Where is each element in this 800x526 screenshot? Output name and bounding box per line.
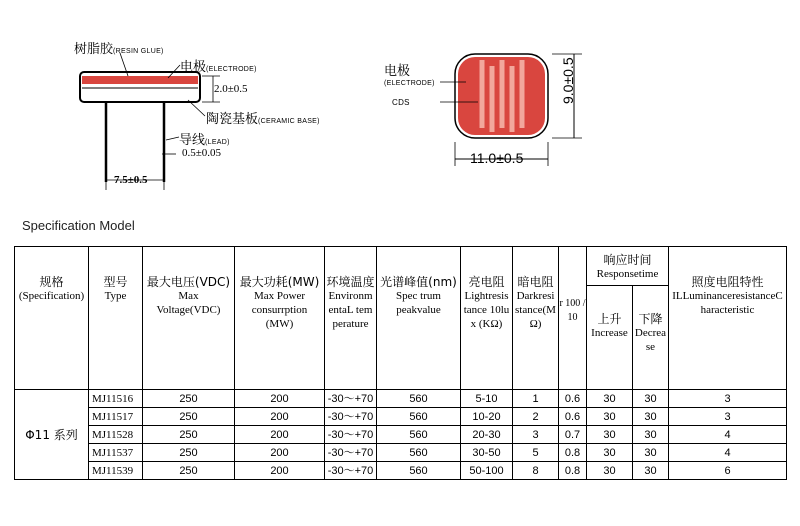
header-spec: 规格 (Specification) (15, 247, 89, 390)
cell-gamma: 0.8 (559, 462, 587, 480)
spec-table (14, 246, 787, 480)
cell-light: 30-50 (461, 444, 513, 462)
cell-light: 20-30 (461, 426, 513, 444)
lead-label: 导线(LEAD) (179, 133, 230, 148)
cell-env: -30～+70 (325, 408, 377, 426)
cell-peak: 560 (377, 408, 461, 426)
cell-gamma: 0.7 (559, 426, 587, 444)
cell-model: MJ11539 (89, 462, 143, 480)
header-type: 型号 Type (89, 247, 143, 390)
lead-diameter-dimension: 0.5±0.05 (182, 147, 222, 159)
cell-peak: 560 (377, 462, 461, 480)
cell-env: -30～+70 (325, 462, 377, 480)
cell-gamma: 0.6 (559, 408, 587, 426)
cell-model: MJ11516 (89, 390, 143, 408)
cds-label: CDS (392, 98, 410, 107)
height-dimension: 9.0±0.5 (560, 57, 576, 104)
table-row (15, 462, 787, 480)
cell-illum: 3 (669, 390, 787, 408)
cell-dark: 1 (513, 390, 559, 408)
header-fall: 下降 Decrease (633, 286, 669, 390)
cell-peak: 560 (377, 426, 461, 444)
thickness-dimension: 2.0±0.5 (214, 83, 248, 95)
cell-dark: 2 (513, 408, 559, 426)
cell-dark: 3 (513, 426, 559, 444)
resin-glue-label: 树脂胶(RESIN GLUE) (74, 42, 164, 57)
cell-peak: 560 (377, 390, 461, 408)
cell-maxv: 250 (143, 408, 235, 426)
cell-rise: 30 (587, 426, 633, 444)
header-response-time: 响应时间 Responsetime (587, 247, 669, 286)
cell-illum: 6 (669, 462, 787, 480)
table-row (15, 426, 787, 444)
spec-table-body (15, 390, 787, 480)
cell-illum: 4 (669, 426, 787, 444)
electrode-label-right: 电极 (ELECTRODE) (384, 64, 435, 87)
header-max-voltage: 最大电压(VDC) Max Voltage(VDC) (143, 247, 235, 390)
header-environment-temp: 环境温度 EnvironmentaL temperature (325, 247, 377, 390)
header-dark-resistance: 暗电阻 Darkresistance(MΩ) (513, 247, 559, 390)
cell-illum: 4 (669, 444, 787, 462)
header-gamma: r 100 /10 (559, 247, 587, 390)
cell-maxp: 200 (235, 390, 325, 408)
cell-light: 5-10 (461, 390, 513, 408)
header-light-resistance: 亮电阻 Lightresistance 10lux (KΩ) (461, 247, 513, 390)
table-row (15, 408, 787, 426)
cell-fall: 30 (633, 462, 669, 480)
cell-env: -30～+70 (325, 426, 377, 444)
cell-maxp: 200 (235, 426, 325, 444)
cell-rise: 30 (587, 408, 633, 426)
header-spectrum-peak: 光谱峰值(nm) Spec trum peakvalue (377, 247, 461, 390)
cell-gamma: 0.6 (559, 390, 587, 408)
header-rise: 上升 Increase (587, 286, 633, 390)
cell-fall: 30 (633, 444, 669, 462)
table-row (15, 444, 787, 462)
cell-dark: 5 (513, 444, 559, 462)
cell-gamma: 0.8 (559, 444, 587, 462)
cell-peak: 560 (377, 444, 461, 462)
cell-maxp: 200 (235, 444, 325, 462)
cell-maxv: 250 (143, 390, 235, 408)
cell-maxv: 250 (143, 462, 235, 480)
cell-model: MJ11528 (89, 426, 143, 444)
cell-dark: 8 (513, 462, 559, 480)
cell-light: 50-100 (461, 462, 513, 480)
cell-model: MJ11517 (89, 408, 143, 426)
cell-env: -30～+70 (325, 390, 377, 408)
header-max-power: 最大功耗(MW) Max Power consurrption (MW) (235, 247, 325, 390)
cell-rise: 30 (587, 462, 633, 480)
cell-model: MJ11537 (89, 444, 143, 462)
cell-light: 10-20 (461, 408, 513, 426)
cell-fall: 30 (633, 408, 669, 426)
cell-maxp: 200 (235, 462, 325, 480)
cell-maxp: 200 (235, 408, 325, 426)
width-dimension: 11.0±0.5 (470, 150, 524, 166)
header-illuminance: 照度电阻特性 ILLuminanceresistanceCharacteristic (669, 247, 787, 390)
resin-layer-shape (82, 76, 198, 84)
pitch-dimension: 7.5±0.5 (114, 174, 148, 186)
electrode-label-left: 电极(ELECTRODE) (180, 60, 257, 75)
cell-maxv: 250 (143, 444, 235, 462)
table-row (15, 390, 787, 408)
series-cell: Φ11 系列 (15, 390, 89, 480)
cell-rise: 30 (587, 390, 633, 408)
cell-maxv: 250 (143, 426, 235, 444)
cell-fall: 30 (633, 426, 669, 444)
cell-illum: 3 (669, 408, 787, 426)
spec-title: Specification Model (22, 218, 135, 233)
ceramic-base-label: 陶瓷基板(CERAMIC BASE) (206, 112, 320, 127)
cell-fall: 30 (633, 390, 669, 408)
cell-rise: 30 (587, 444, 633, 462)
cell-env: -30～+70 (325, 444, 377, 462)
top-view-drawing (440, 44, 610, 174)
